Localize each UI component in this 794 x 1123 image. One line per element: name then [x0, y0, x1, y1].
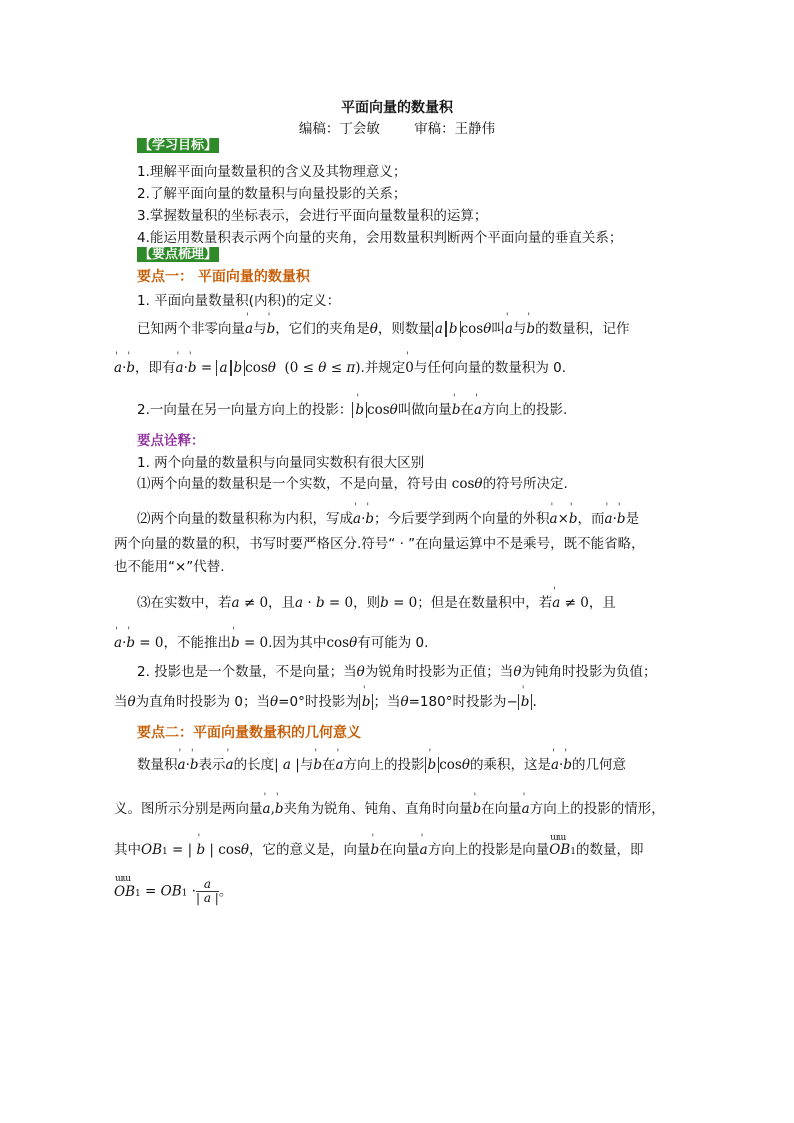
note-2-line-2: 当θ为直角时投影为 0；当θ=0°时投影为' b ；当θ=180°时投影为−' b .	[114, 690, 537, 710]
note-1a: ⑴两个向量的数量积是一个实数，不是向量，符号由 cosθ的符号所决定.	[137, 476, 568, 492]
note-1b-line-3: 也不能用“×”代替.	[114, 559, 225, 575]
point2-line-3: 其中OB1 = | ' b | cosθ，它的意义是，向量' b在向量' a方向上的投影是向量 ɯɯ OB1的数量，即	[114, 838, 643, 858]
objective-item: 3.掌握数量积的坐标表示，会进行平面向量数量积的运算；	[137, 208, 488, 224]
notes-heading: 要点诠释：	[137, 433, 205, 449]
objective-item: 4.能运用数量积表示两个向量的夹角，会用数量积判断两个平面向量的垂直关系；	[137, 230, 623, 246]
point2-formula: ɯɯ OB1 = OB1 · $\frac{a}{| a |}$ 。	[114, 873, 233, 905]
note-1c-line-2: ' a·' b = 0，不能推出' b = 0.因为其中cosθ有可能为 0.	[114, 631, 428, 651]
note-1b-line-2: 两个向量的数量的积，书写时要严格区分.符号“ · ”在向量运算中不是乘号，既不能省略，	[114, 536, 645, 552]
note-2-line-1: 2. 投影也是一个数量，不是向量；当θ为锐角时投影为正值；当θ为钝角时投影为负值；	[137, 664, 657, 680]
objective-item: 1.理解平面向量数量积的含义及其物理意义；	[137, 164, 407, 180]
point2-line-1: 数量积' a·' b表示' a的长度| a |与' b在' a方向上的投影' b cosθ的乘积，这是' a·' b的几何意	[137, 753, 626, 773]
editor-name: 编稿：丁会敏	[298, 121, 380, 137]
review-heading: 【要点梳理】	[139, 247, 218, 262]
point2-title: 要点二：平面向量数量积的几何意义	[137, 725, 361, 741]
objectives-heading: 【学习目标】	[139, 138, 218, 153]
definition-heading: 1. 平面向量数量积(内积)的定义：	[137, 293, 341, 309]
note-1: 1. 两个向量的数量积与向量同实数积有很大区别	[137, 455, 425, 471]
point1-title: 要点一： 平面向量的数量积	[137, 269, 310, 285]
definition-line-2: ' a·' b，即有' a·' b = a b cosθ (0 ≤ θ ≤ π).并规定' 0与任何向量的数量积为 0.	[114, 356, 566, 376]
definition-line-1: 已知两个非零向量' a与' b，它们的夹角是θ，则数量 a b cosθ叫' a与' b的数量积，记作	[137, 317, 630, 337]
page-title: 平面向量的数量积	[341, 100, 453, 116]
note-1b-line-1: ⑵两个向量的数量积称为内积，写成' a·' b；今后要学到两个向量的外积' a×' b，而' a·' b是	[137, 507, 639, 527]
reviewer-name: 审稿：王静伟	[414, 121, 496, 137]
projection-definition: 2.一向量在另一向量方向上的投影：' b cosθ叫做向量' b在' a方向上的投影.	[137, 398, 567, 418]
note-1c-line-1: ⑶在实数中，若a ≠ 0，且a · b = 0，则b = 0；但是在数量积中，若' a ≠ 0，且	[137, 591, 616, 611]
objective-item: 2.了解平面向量的数量积与向量投影的关系；	[137, 186, 407, 202]
point2-line-2: 义。图所示分别是两向量' a,' b夹角为锐角、钝角、直角时向量' b在向量' a方向上的投影的情形，	[114, 797, 665, 817]
editor-line	[0, 117, 794, 137]
